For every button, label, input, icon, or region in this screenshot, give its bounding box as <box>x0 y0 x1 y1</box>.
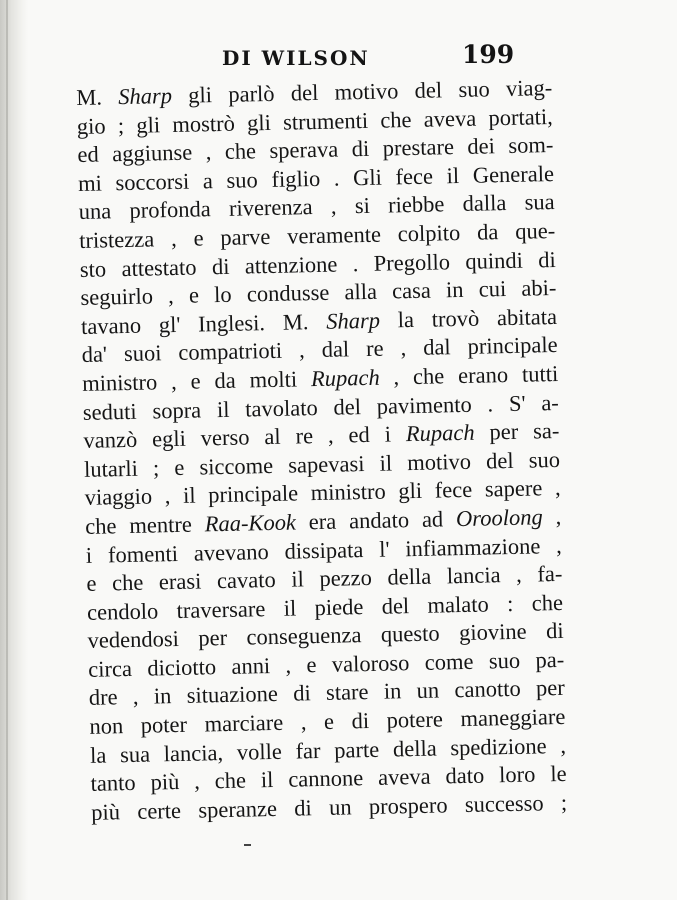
text-line: sto attestato di attenzione . Pregollo quindi di <box>79 246 557 282</box>
text-line: tristezza , e parve veramente colpito da que- <box>79 217 556 253</box>
text-line: seguirlo , e lo condusse alla casa in cui abi- <box>80 275 557 311</box>
page-number: 199 <box>462 40 515 69</box>
text-line: dre , in situazione di stare in un canotto per <box>88 675 566 711</box>
text-line: vanzò egli verso al re , ed i Rupach per sa- <box>83 418 560 454</box>
text-line: gio ; gli mostrò gli strumenti che aveva portati, <box>76 103 554 139</box>
text-line: che mentre Raa-Kook era andato ad Oroolong , <box>85 503 562 539</box>
text-line: una profonda riverenza , si riebbe dalla sua <box>78 189 555 225</box>
page-gutter-shadow <box>0 0 28 900</box>
text-line: ed aggiunse , che sperava di prestare dei som- <box>77 132 554 168</box>
text-line: e che erasi cavato il pezzo della lancia , fa- <box>86 561 563 596</box>
text-line: i fomenti avevano dissipata l' infiammazione , <box>85 532 563 568</box>
text-line: la sua lancia, volle far parte della spedizione , <box>89 732 567 768</box>
text-line: cendolo traversare il piede del malato : che <box>86 589 564 625</box>
printer-mark <box>244 844 251 846</box>
page-header <box>0 40 677 76</box>
text-line: da' suoi compatrioti , dal re , dal principale <box>81 332 558 368</box>
text-line: lutarli ; e siccome sapevasi il motivo del suo <box>83 446 561 482</box>
text-line: viaggio , il principale ministro gli fece sapere , <box>84 475 561 511</box>
text-line: non poter marciare , e di potere maneggiare <box>89 703 566 739</box>
text-line: vedendosi per conseguenza questo giovine di <box>87 618 564 654</box>
running-head: DI WILSON <box>222 46 370 70</box>
text-line: più certe speranze di un prospero successo ; <box>90 789 568 825</box>
body-text <box>76 74 567 827</box>
text-line: ministro , e da molti Rupach , che erano tutti <box>82 360 559 396</box>
text-line: M. Sharp gli parlò del motivo del suo viag- <box>76 75 553 110</box>
text-line: seduti sopra il tavolato del pavimento . S' a- <box>82 389 560 425</box>
page-gutter-edge <box>6 0 8 900</box>
text-line: mi soccorsi a suo figlio . Gli fece il Generale <box>77 160 555 196</box>
text-line: tavano gl' Inglesi. M. Sharp la trovò abitata <box>80 303 558 339</box>
text-line: tanto più , che il cannone aveva dato loro le <box>90 761 567 797</box>
text-line: circa diciotto anni , e valoroso come suo pa- <box>87 646 565 682</box>
